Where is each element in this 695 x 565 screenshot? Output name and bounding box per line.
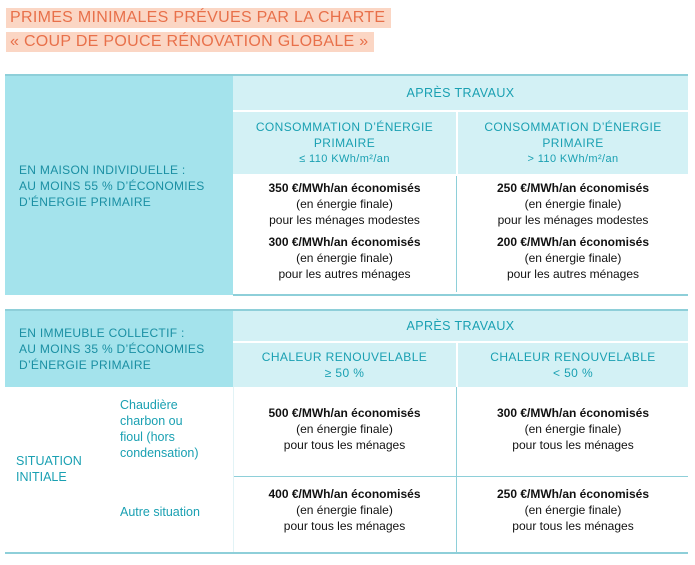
table1-col1-amount-modestes: 350 €/MWh/an économisés — [268, 181, 421, 195]
table2-row1-cell-col1 — [233, 397, 456, 461]
table1-col1-unit-1: (en énergie finale) — [296, 197, 393, 211]
row2-col1-amount: 400 €/MWh/an économisés — [268, 487, 421, 501]
table1-col-header-1 — [233, 112, 456, 174]
row1-label-line-4: condensation) — [120, 446, 199, 460]
table1-side-label-line-3: D’ÉNERGIE PRIMAIRE — [19, 194, 152, 209]
table1-col2-line2: PRIMAIRE — [542, 136, 604, 150]
table1-col2-who-1: pour les ménages modestes — [497, 213, 649, 227]
table1-col1-who-2: pour les autres ménages — [278, 267, 411, 281]
row2-label-line-1: Autre situation — [120, 505, 200, 519]
table1-side-label-line-2: AU MOINS 55 % D’ÉCONOMIES — [19, 178, 205, 193]
table1-col1-who-1: pour les ménages modestes — [269, 213, 420, 227]
row1-label-line-2: charbon ou — [120, 414, 183, 428]
table2-side-label-line-2: AU MOINS 35 % D’ÉCONOMIES — [19, 342, 205, 356]
table2-header-text: APRÈS TRAVAUX — [406, 319, 515, 333]
situation-label-line-2: INITIALE — [16, 470, 67, 484]
table1-col1-line2: PRIMAIRE — [313, 136, 376, 150]
situation-label-line-1: SITUATION — [16, 454, 82, 468]
table2-side-label-line-1: EN IMMEUBLE COLLECTIF : — [19, 326, 185, 340]
row1-col1-unit: (en énergie finale) — [296, 422, 393, 436]
row2-col2-unit: (en énergie finale) — [524, 503, 622, 517]
row1-label-line-1: Chaudière — [120, 398, 178, 412]
table2-row2-cell-col1 — [233, 484, 456, 544]
table1-side-label-line-1: EN MAISON INDIVIDUELLE : — [19, 162, 186, 177]
table2-col2-line2: < 50 % — [552, 366, 594, 380]
table1-col2-line3: > 110 KWh/m²/an — [527, 153, 619, 165]
table2-row1-cell-col2 — [458, 397, 688, 461]
table1-cell-col1 — [233, 176, 456, 292]
table1-col2-line1: CONSOMMATION D’ÉNERGIE — [484, 120, 662, 134]
table1-header-apres-travaux — [233, 76, 688, 110]
row2-col1-who: pour tous les ménages — [283, 519, 406, 533]
table2-col2-line1: CHALEUR RENOUVELABLE — [490, 350, 656, 364]
row1-label-line-3: fioul (hors — [120, 430, 175, 444]
table2-col1-line2: ≥ 50 % — [324, 366, 365, 380]
table1-col2-who-2: pour les autres ménages — [506, 267, 640, 281]
table2-col-header-1 — [233, 343, 456, 387]
table2-col-header-2 — [458, 343, 688, 387]
table1-col1-line3: ≤ 110 KWh/m²/an — [299, 153, 390, 165]
table2-side-label — [5, 311, 233, 387]
table1-header-text: APRÈS TRAVAUX — [406, 86, 515, 100]
page-title-line-1: PRIMES MINIMALES PRÉVUES PAR LA CHARTE — [6, 8, 391, 28]
row2-col2-who: pour tous les ménages — [512, 519, 634, 533]
table1-col1-line1: CONSOMMATION D’ÉNERGIE — [255, 120, 434, 134]
table1-body-divider — [456, 176, 457, 292]
table1-side-label — [5, 76, 233, 295]
table2-bottom-rule — [5, 552, 688, 554]
row-label-chaudiere — [120, 397, 199, 461]
situation-initiale-label — [16, 453, 82, 485]
table1-col2-unit-2: (en énergie finale) — [524, 251, 622, 265]
table2-body-divider-left — [233, 387, 234, 553]
table2-side-label-line-3: D’ÉNERGIE PRIMAIRE — [19, 358, 152, 372]
row2-col2-amount: 250 €/MWh/an économisés — [496, 487, 650, 501]
row1-col2-unit: (en énergie finale) — [524, 422, 622, 436]
table2-col1-line1: CHALEUR RENOUVELABLE — [261, 350, 428, 364]
table2-row2-cell-col2 — [458, 484, 688, 544]
row-label-autre-situation — [120, 504, 200, 520]
table2-body-divider-mid — [456, 387, 457, 553]
table1-col2-amount-autres: 200 €/MWh/an économisés — [496, 235, 650, 249]
row1-col2-amount: 300 €/MWh/an économisés — [496, 406, 650, 420]
page-title-line-2: « COUP DE POUCE RÉNOVATION GLOBALE » — [6, 32, 374, 52]
table1-col1-amount-autres: 300 €/MWh/an économisés — [268, 235, 421, 249]
table1-col1-unit-2: (en énergie finale) — [296, 251, 393, 265]
row1-col1-amount: 500 €/MWh/an économisés — [268, 406, 421, 420]
row1-col2-who: pour tous les ménages — [512, 438, 634, 452]
table2-row-divider — [233, 476, 688, 477]
table1-col2-unit-1: (en énergie finale) — [524, 197, 622, 211]
table1-col2-amount-modestes: 250 €/MWh/an économisés — [496, 181, 650, 195]
table1-col-header-2 — [458, 112, 688, 174]
table1-cell-col2 — [458, 176, 688, 292]
table1-bottom-rule — [233, 294, 688, 296]
row1-col1-who: pour tous les ménages — [283, 438, 406, 452]
row2-col1-unit: (en énergie finale) — [296, 503, 393, 517]
table2-header-apres-travaux — [233, 311, 688, 341]
